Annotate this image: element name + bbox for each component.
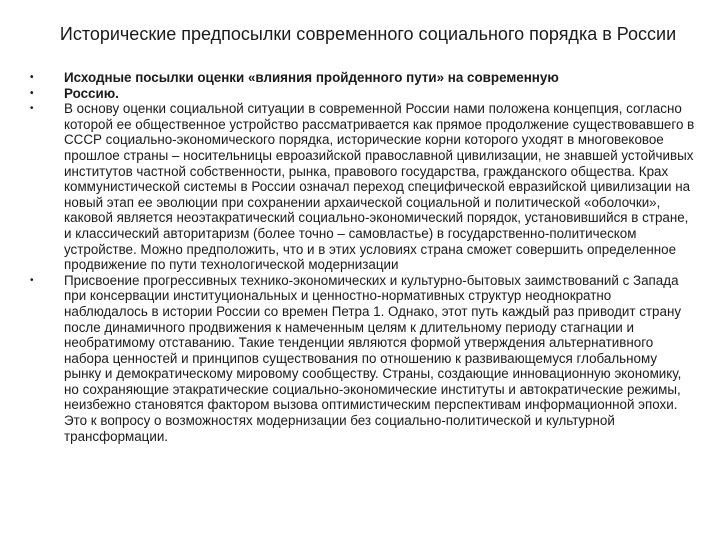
bullet-text: Россию. — [64, 85, 119, 101]
bullet-item-premises — [30, 70, 696, 86]
bullet-text: Исходные посылки оценки «влияния пройденного пути» на современную — [64, 70, 559, 85]
bullet-item-concept — [30, 101, 696, 273]
bullet-item-borrowings — [30, 273, 696, 445]
bullet-marker: • — [30, 103, 34, 115]
bullet-marker: • — [30, 274, 34, 286]
bullet-text: В основу оценки социальной ситуации в современной России нами положена концепция, согласно которой ее общественное устройство рассматривается как прямое продолжение существовавшего в СССР социально-экономического порядка, исторические корни которого уходят в многовековое прошлое страны – носительницы евроазийской православной цивилизации, не знавшей устойчивых институтов частной собственности, рынка, правового государства, гражданского общества. Крах коммунистической системы в России означал переход специфической евразийской цивилизации на новый этап ее эволюции при сохранении архаической социальной и политической «оболочки», каковой является неоэтакратический социально-экономический порядок, установившийся в стране, и классический авторитаризм (более точно – самовластье) в государственно-политическом устройстве. Можно предположить, что и в этих условиях страна сможет совершить определенное продвижение по пути технологической модернизации — [64, 101, 695, 273]
bullet-text: Присвоение прогрессивных технико-экономических и культурно-бытовых заимствований с Запада при консервации институциональных и ценностно-нормативных структур неоднократно наблюдалось в истории России со времен Петра 1. Однако, этот путь каждый раз приводит страну после динамичного продвижения к намеченным целям к длительному периоду стагнации и необратимому отставанию. Такие тенденции являются формой утверждения альтернативного набора ценностей и принципов существования по отношению к развивающемуся глобальному рынку и демократическому мировому сообществу. Страны, создающие инновационную экономику, но сохраняющие этакратические социально-экономические институты и автократические режимы, неизбежно становятся фактором вызова оптимистическим перспективам информационной эпохи. Это к вопросу о возможностях модернизации без социально-политической и культурной трансформации. — [64, 272, 682, 444]
bullet-marker: • — [30, 72, 34, 83]
bullet-item-russia — [30, 86, 696, 102]
bullet-list — [30, 70, 696, 444]
bullet-marker: • — [30, 87, 34, 99]
slide-title: Исторические предпосылки современного социального порядка в России — [59, 24, 677, 44]
